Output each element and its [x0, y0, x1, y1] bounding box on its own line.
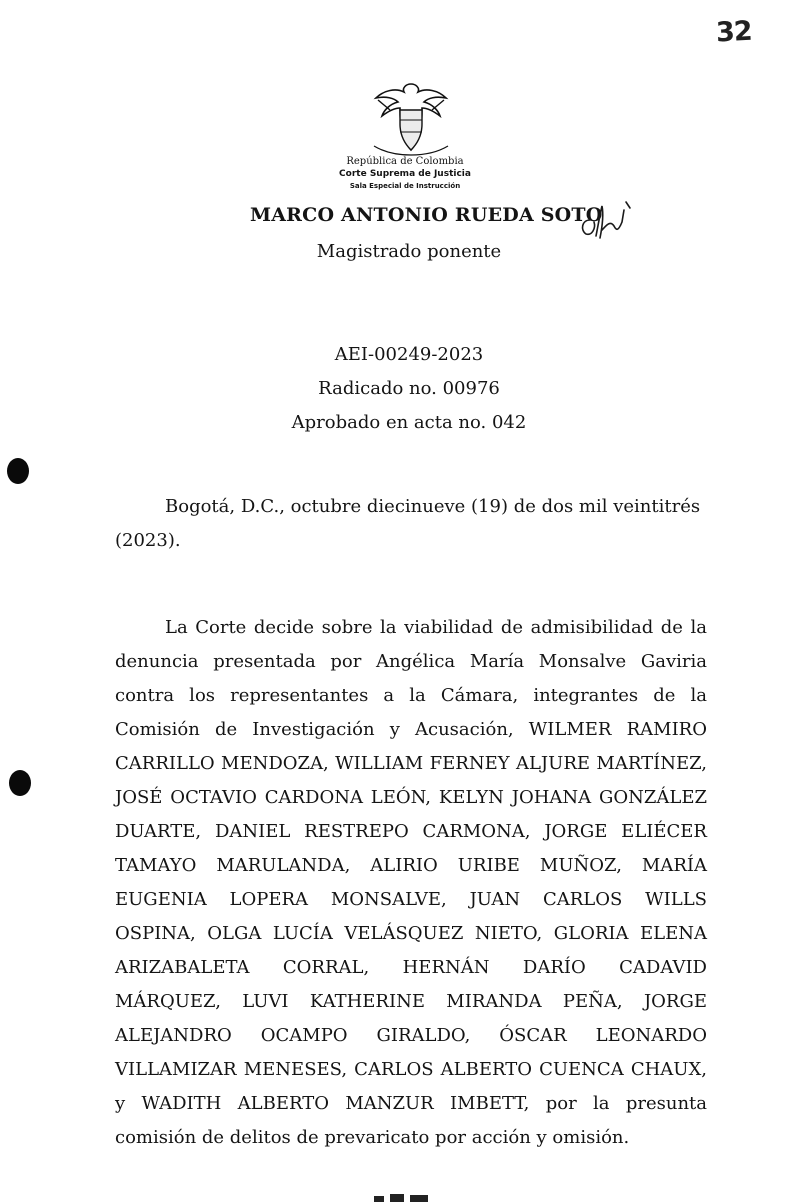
date-line: Bogotá, D.C., octubre diecinueve (19) de dos mil veintitrés (2023).: [115, 496, 701, 551]
case-id: AEI-00249-2023: [334, 344, 484, 365]
body-text: La Corte decide sobre la viabilidad de admisibilidad de la denuncia presentada por Angélica María Monsalve Gaviria contra los representantes a la Cámara, integrantes de la Comisión de Investigación y Acusación, WILMER RAMIRO CARRILLO MENDOZA, WILLIAM FERNEY ALJURE MARTÍNEZ, JOSÉ OCTAVIO CARDONA LEÓN, KELYN JOHANA GONZÁLEZ DUARTE, DANIEL RESTREPO CARMONA, JORGE ELIÉCER TAMAYO MARULANDA, ALIRIO URIBE MUÑOZ, MARÍA EUGENIA LOPERA MONSALVE, JUAN CARLOS WILLS OSPINA, OLGA LUCÍA VELÁSQUEZ NIETO, GLORIA ELENA ARIZABALETA CORRAL, HERNÁN DARÍO CADAVID MÁRQUEZ, LUVI KATHERINE MIRANDA PEÑA, JORGE ALEJANDRO OCAMPO GIRALDO, ÓSCAR LEONARDO VILLAMIZAR MENESES, CARLOS ALBERTO CUENCA CHAUX, y WADITH ALBERTO MANZUR IMBETT, por la presunta comisión de delitos de prevaricato por acción y omisión.: [115, 617, 707, 1148]
institution-header: [300, 156, 510, 192]
case-acta: Aprobado en acta no. 042: [291, 412, 527, 433]
punch-hole: [9, 770, 31, 796]
coat-of-arms-seal: [366, 80, 456, 158]
cut-off-text-fragment: [360, 1190, 450, 1202]
body-paragraph: [115, 611, 707, 1155]
handwritten-initials-signature: [576, 196, 636, 246]
magistrate-role: Magistrado ponente: [316, 241, 502, 262]
magistrate-name: MARCO ANTONIO RUEDA SOTO: [250, 204, 603, 226]
case-radicado: Radicado no. 00976: [318, 378, 500, 399]
punch-hole: [7, 458, 29, 484]
institution-chamber: Sala Especial de Instrucción: [349, 182, 461, 190]
institution-country: República de Colombia: [346, 156, 464, 167]
institution-court: Corte Suprema de Justicia: [339, 169, 471, 179]
date-paragraph: [115, 490, 705, 558]
page-number: 32: [715, 15, 753, 49]
